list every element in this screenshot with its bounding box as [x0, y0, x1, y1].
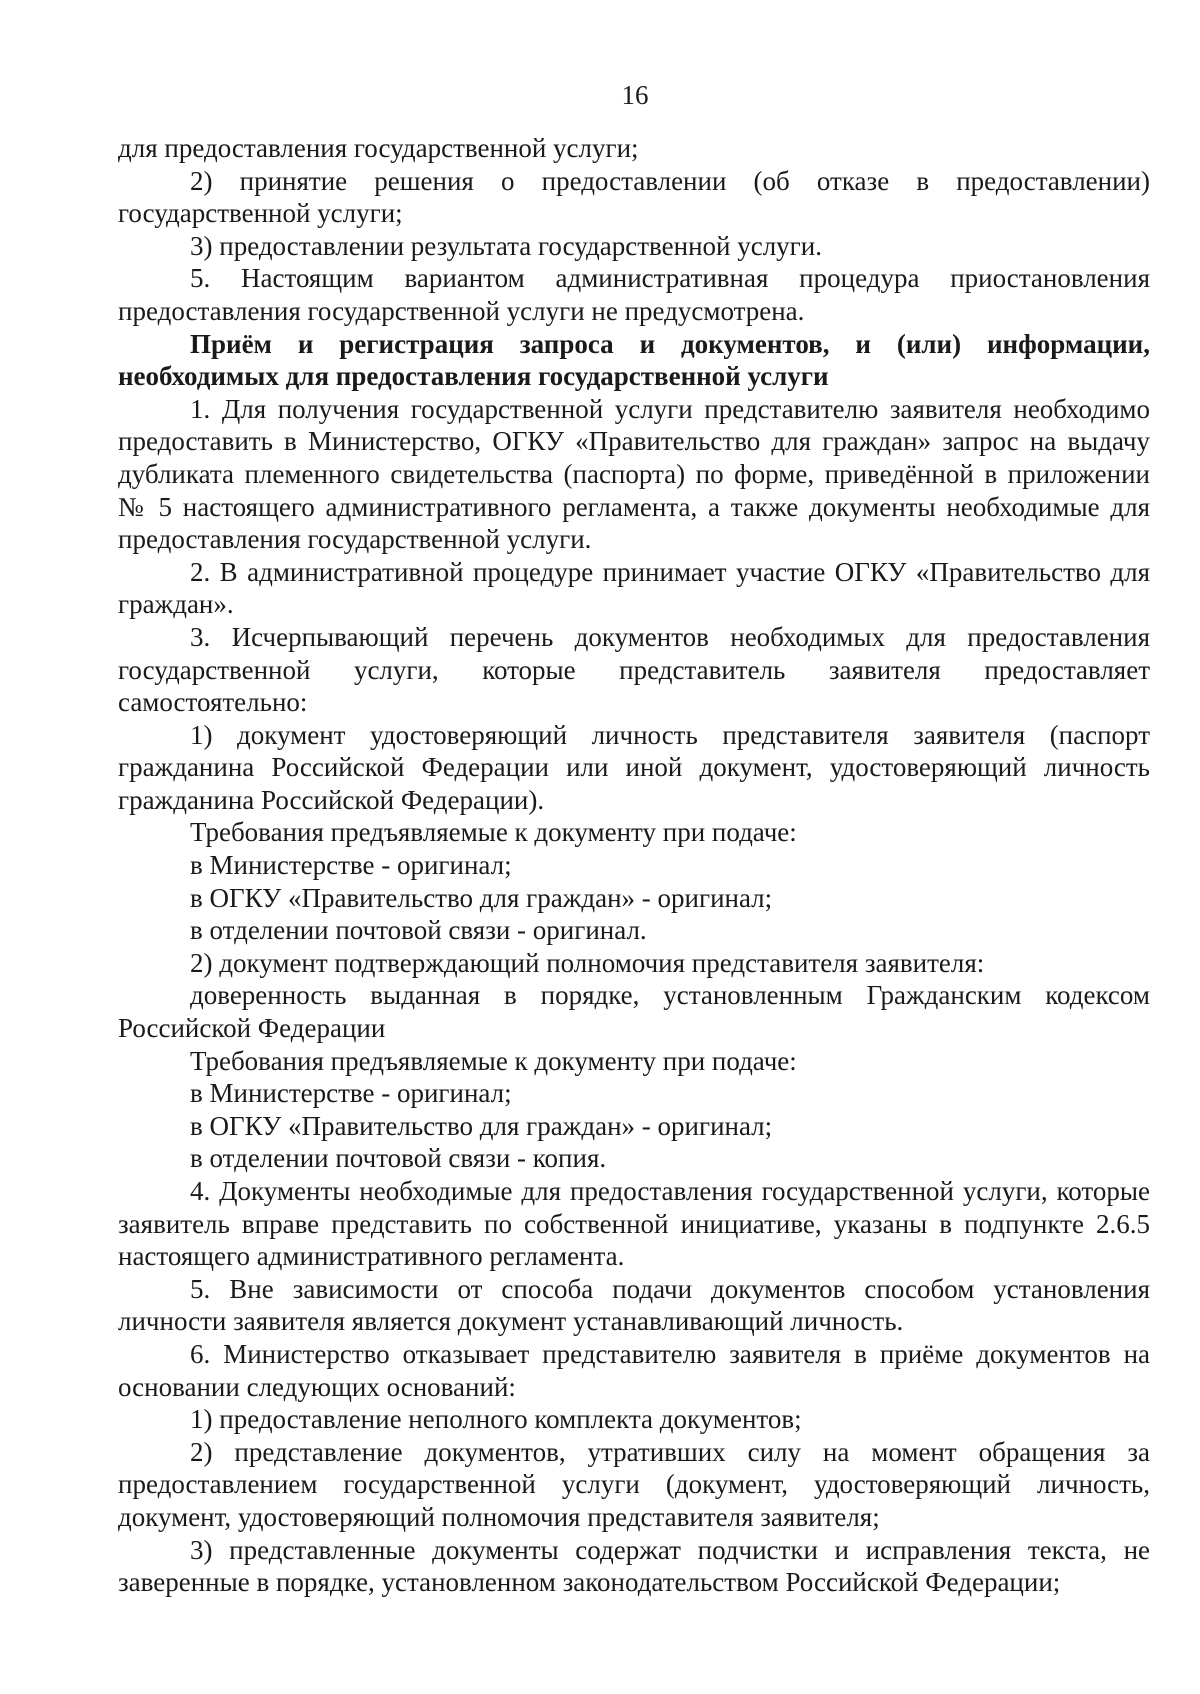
list-item: 2) принятие решения о предоставлении (об отказе в предоставлении) государственной услуги; — [118, 165, 1150, 229]
list-item: в Министерстве - оригинал; — [190, 850, 512, 881]
paragraph: для предоставления государственной услуги; — [118, 133, 639, 163]
list-item: в отделении почтовой связи - копия. — [190, 1143, 607, 1174]
paragraph: Требования предъявляемые к документу при подаче: — [190, 817, 797, 848]
paragraph: 2. В административной процедуре принимает участие ОГКУ «Правительство для граждан». — [118, 556, 1150, 620]
paragraph: 4. Документы необходимые для предоставления государственной услуги, которые заявитель вправе представить по собственной инициативе, указаны в подпункте 2.6.5 настоящего административного регламента. — [118, 1176, 1150, 1272]
list-item: 3) представленные документы содержат подчистки и исправления текста, не заверенные в порядке, установленном законодательством Российской Федерации; — [118, 1534, 1150, 1598]
list-item: 2) документ подтверждающий полномочия представителя заявителя: — [190, 947, 985, 978]
paragraph: 5. Настоящим вариантом административная процедура приостановления предоставления государственной услуги не предусмотрена. — [118, 263, 1150, 326]
list-item: 2) представление документов, утративших силу на момент обращения за предоставлением государственной услуги (документ, удостоверяющий личность, документ, удостоверяющий полномочия представителя заявителя; — [118, 1436, 1150, 1532]
paragraph: Требования предъявляемые к документу при подаче: — [190, 1045, 797, 1076]
paragraph: 1. Для получения государственной услуги представителю заявителя необходимо предоставить в Министерство, ОГКУ «Правительство для граждан» запрос на выдачу дубликата племенного свидетельства (паспорта) по форме, приведённой в приложении № 5 настоящего административного регламента, а также документы необходимые для предоставления государственной услуги. — [118, 393, 1150, 555]
paragraph: 5. Вне зависимости от способа подачи документов способом установления личности заявителя является документ устанавливающий личность. — [118, 1273, 1150, 1337]
list-item: в ОГКУ «Правительство для граждан» - оригинал; — [190, 882, 773, 913]
list-item: 1) документ удостоверяющий личность представителя заявителя (паспорт гражданина Российской Федерации или иной документ, удостоверяющий личность гражданина Российской Федерации). — [118, 719, 1150, 815]
page-number: 16 — [621, 80, 649, 110]
list-item: 1) предоставление неполного комплекта документов; — [190, 1404, 802, 1435]
list-item: в Министерстве - оригинал; — [190, 1078, 512, 1109]
list-item: в отделении почтовой связи - оригинал. — [190, 915, 647, 946]
paragraph: 3. Исчерпывающий перечень документов необходимых для предоставления государственной услуги, которые представитель заявителя предоставляет самостоятельно: — [118, 621, 1150, 718]
list-item: 3) предоставлении результата государственной услуги. — [190, 230, 822, 261]
paragraph: доверенность выданная в порядке, установленным Гражданским кодексом Российской Федерации — [118, 980, 1150, 1044]
section-heading: Приём и регистрация запроса и документов, и (или) информации, необходимых для предоставления государственной услуги — [118, 328, 1150, 392]
list-item: в ОГКУ «Правительство для граждан» - оригинал; — [190, 1110, 773, 1141]
paragraph: 6. Министерство отказывает представителю заявителя в приёме документов на основании следующих оснований: — [118, 1338, 1150, 1402]
document-body — [118, 132, 1150, 1599]
